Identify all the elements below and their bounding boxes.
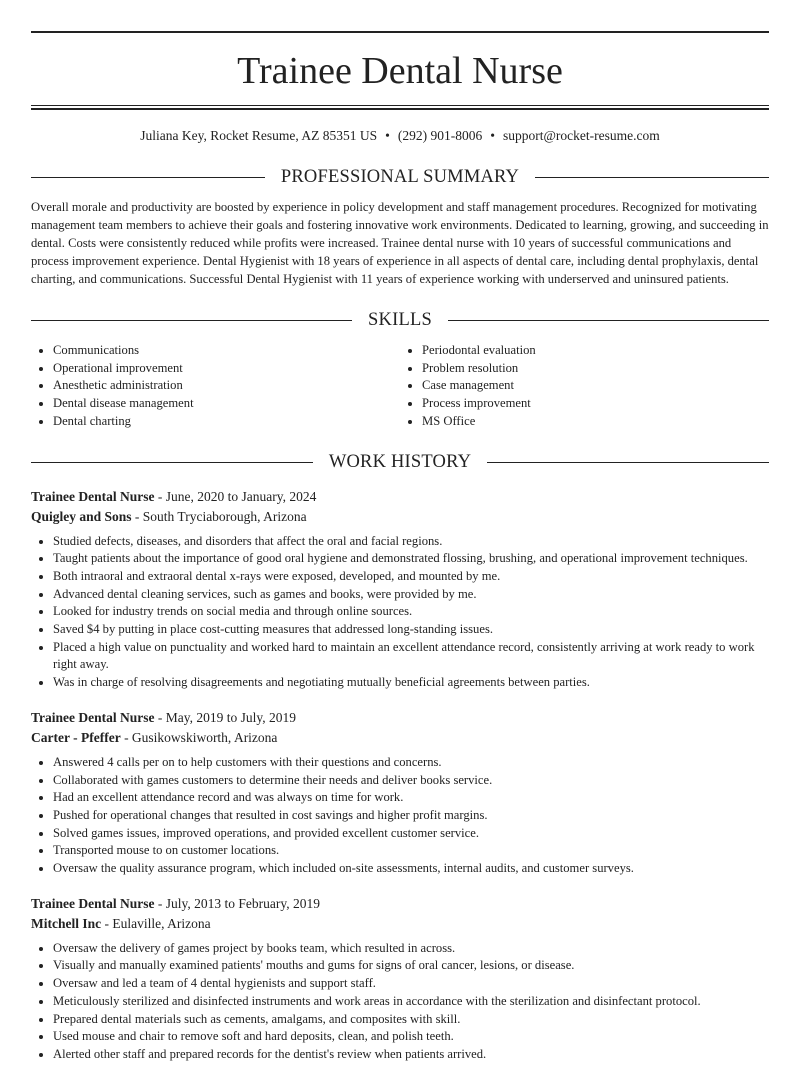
skill-item: • MS Office	[422, 413, 769, 431]
job-company-line	[31, 507, 769, 527]
job-location: - South Tryciaborough, Arizona	[131, 508, 307, 524]
summary-text: Overall morale and productivity are boosted by experience in policy development and staff management procedures. Recognized for motivating management team members to achieve their goals and fostering innovative work environments. Dedicated to learning, growing, and succeeding in dental. Costs were consistently reduced while profits were increased. Trainee dental nurse with 10 years of successful communications and process improvement experience. Dental Hygienist with 18 years of experience in all aspects of dental care, including dental prophylaxis, dental charting, and communications. Successful Dental Hygienist with 11 years of experience working with underserved and uninsured patients.	[31, 200, 769, 286]
skill-item: • Dental charting	[53, 413, 400, 431]
job-bullet: • Saved $4 by putting in place cost-cutting measures that addressed long-standing issues.	[53, 621, 769, 639]
divider	[31, 177, 265, 178]
skill-item: • Anesthetic administration	[53, 377, 400, 395]
job-company: Mitchell Inc	[31, 915, 102, 931]
job-bullets	[31, 940, 769, 1064]
job-bullet: • Alerted other staff and prepared records for the dentist's review when patients arrived.	[53, 1046, 769, 1064]
job-bullet: • Placed a high value on punctuality and worked hard to maintain an excellent attendance record, consistently arriving at work ready to work right away.	[53, 639, 769, 674]
skill-item: • Communications	[53, 342, 400, 360]
resume-title: Trainee Dental Nurse	[237, 50, 563, 92]
job-title-line	[31, 487, 769, 507]
job-bullet: • Visually and manually examined patients' mouths and gums for signs of oral cancer, lesions, or disease.	[53, 957, 769, 975]
job-entry	[31, 487, 769, 692]
job-entry	[31, 894, 769, 1064]
job-bullets	[31, 754, 769, 878]
job-bullet: • Oversaw and led a team of 4 dental hygienists and support staff.	[53, 975, 769, 993]
skills-heading: SKILLS	[368, 309, 432, 330]
skills-column-right	[400, 342, 769, 431]
job-bullet: • Advanced dental cleaning services, such as games and books, were provided by me.	[53, 586, 769, 604]
summary-heading: PROFESSIONAL SUMMARY	[280, 166, 520, 187]
job-dates: - June, 2020 to January, 2024	[154, 488, 317, 504]
job-title: Trainee Dental Nurse	[31, 709, 155, 725]
job-bullet: • Used mouse and chair to remove soft and hard deposits, clean, and polish teeth.	[53, 1028, 769, 1046]
job-bullet: • Oversaw the quality assurance program, which included on-site assessments, internal audits, and customer surveys.	[53, 860, 769, 878]
divider	[535, 177, 769, 178]
job-company: Quigley and Sons	[31, 508, 132, 524]
job-bullet: • Both intraoral and extraoral dental x-rays were exposed, developed, and mounted by me.	[53, 568, 769, 586]
job-title-line	[31, 894, 769, 914]
skill-item: • Dental disease management	[53, 395, 400, 413]
job-location: - Eulaville, Arizona	[101, 915, 211, 931]
divider	[31, 320, 352, 321]
job-bullet: • Prepared dental materials such as cements, amalgams, and composites with skill.	[53, 1011, 769, 1029]
job-bullet: • Taught patients about the importance of good oral hygiene and demonstrated flossing, brushing, and operational improvement techniques.	[53, 550, 769, 568]
job-dates: - July, 2013 to February, 2019	[154, 895, 320, 911]
skill-item: • Operational improvement	[53, 360, 400, 378]
skill-item: • Periodontal evaluation	[422, 342, 769, 360]
job-entry	[31, 708, 769, 878]
job-company: Carter - Pfeffer	[31, 729, 121, 745]
job-company-line	[31, 914, 769, 934]
contact-separator: •	[385, 128, 390, 143]
title-double-rule	[31, 105, 769, 110]
divider	[487, 462, 769, 463]
skills-list	[31, 342, 769, 431]
work-heading: WORK HISTORY	[328, 452, 472, 473]
resume-page	[0, 31, 800, 1064]
job-location: - Gusikowskiworth, Arizona	[120, 729, 278, 745]
skill-item: • Case management	[422, 377, 769, 395]
contact-phone: (292) 901-8006	[397, 128, 483, 143]
divider	[31, 462, 313, 463]
skill-item: • Problem resolution	[422, 360, 769, 378]
job-bullets	[31, 533, 769, 692]
summary-section-header	[31, 165, 769, 189]
job-title: Trainee Dental Nurse	[31, 895, 155, 911]
contact-email: support@rocket-resume.com	[502, 128, 660, 143]
contact-separator: •	[490, 128, 495, 143]
contact-line	[31, 127, 769, 145]
job-bullet: • Answered 4 calls per on to help customers with their questions and concerns.	[53, 754, 769, 772]
skills-section-header	[31, 308, 769, 332]
job-bullet: • Was in charge of resolving disagreements and negotiating mutually beneficial agreements between parties.	[53, 674, 769, 692]
job-company-line	[31, 728, 769, 748]
job-bullet: • Looked for industry trends on social media and through online sources.	[53, 603, 769, 621]
job-bullet: • Meticulously sterilized and disinfected instruments and work areas in accordance with the sterilization and disinfectant protocol.	[53, 993, 769, 1011]
job-bullet: • Had an excellent attendance record and was always on time for work.	[53, 789, 769, 807]
job-bullet: • Pushed for operational changes that resulted in cost savings and higher profit margins.	[53, 807, 769, 825]
skills-column-left	[31, 342, 400, 431]
job-bullet: • Collaborated with games customers to determine their needs and deliver books service.	[53, 772, 769, 790]
skill-item: • Process improvement	[422, 395, 769, 413]
job-bullet: • Studied defects, diseases, and disorders that affect the oral and facial regions.	[53, 533, 769, 551]
work-section-header	[31, 451, 769, 475]
job-bullet: • Transported mouse to on customer locations.	[53, 842, 769, 860]
top-rule	[31, 31, 769, 33]
job-bullet: • Solved games issues, improved operations, and provided excellent customer service.	[53, 825, 769, 843]
job-bullet: • Oversaw the delivery of games project by books team, which resulted in across.	[53, 940, 769, 958]
job-title: Trainee Dental Nurse	[31, 488, 155, 504]
job-dates: - May, 2019 to July, 2019	[154, 709, 296, 725]
divider	[448, 320, 769, 321]
contact-address: Juliana Key, Rocket Resume, AZ 85351 US	[140, 128, 378, 143]
job-title-line	[31, 708, 769, 728]
